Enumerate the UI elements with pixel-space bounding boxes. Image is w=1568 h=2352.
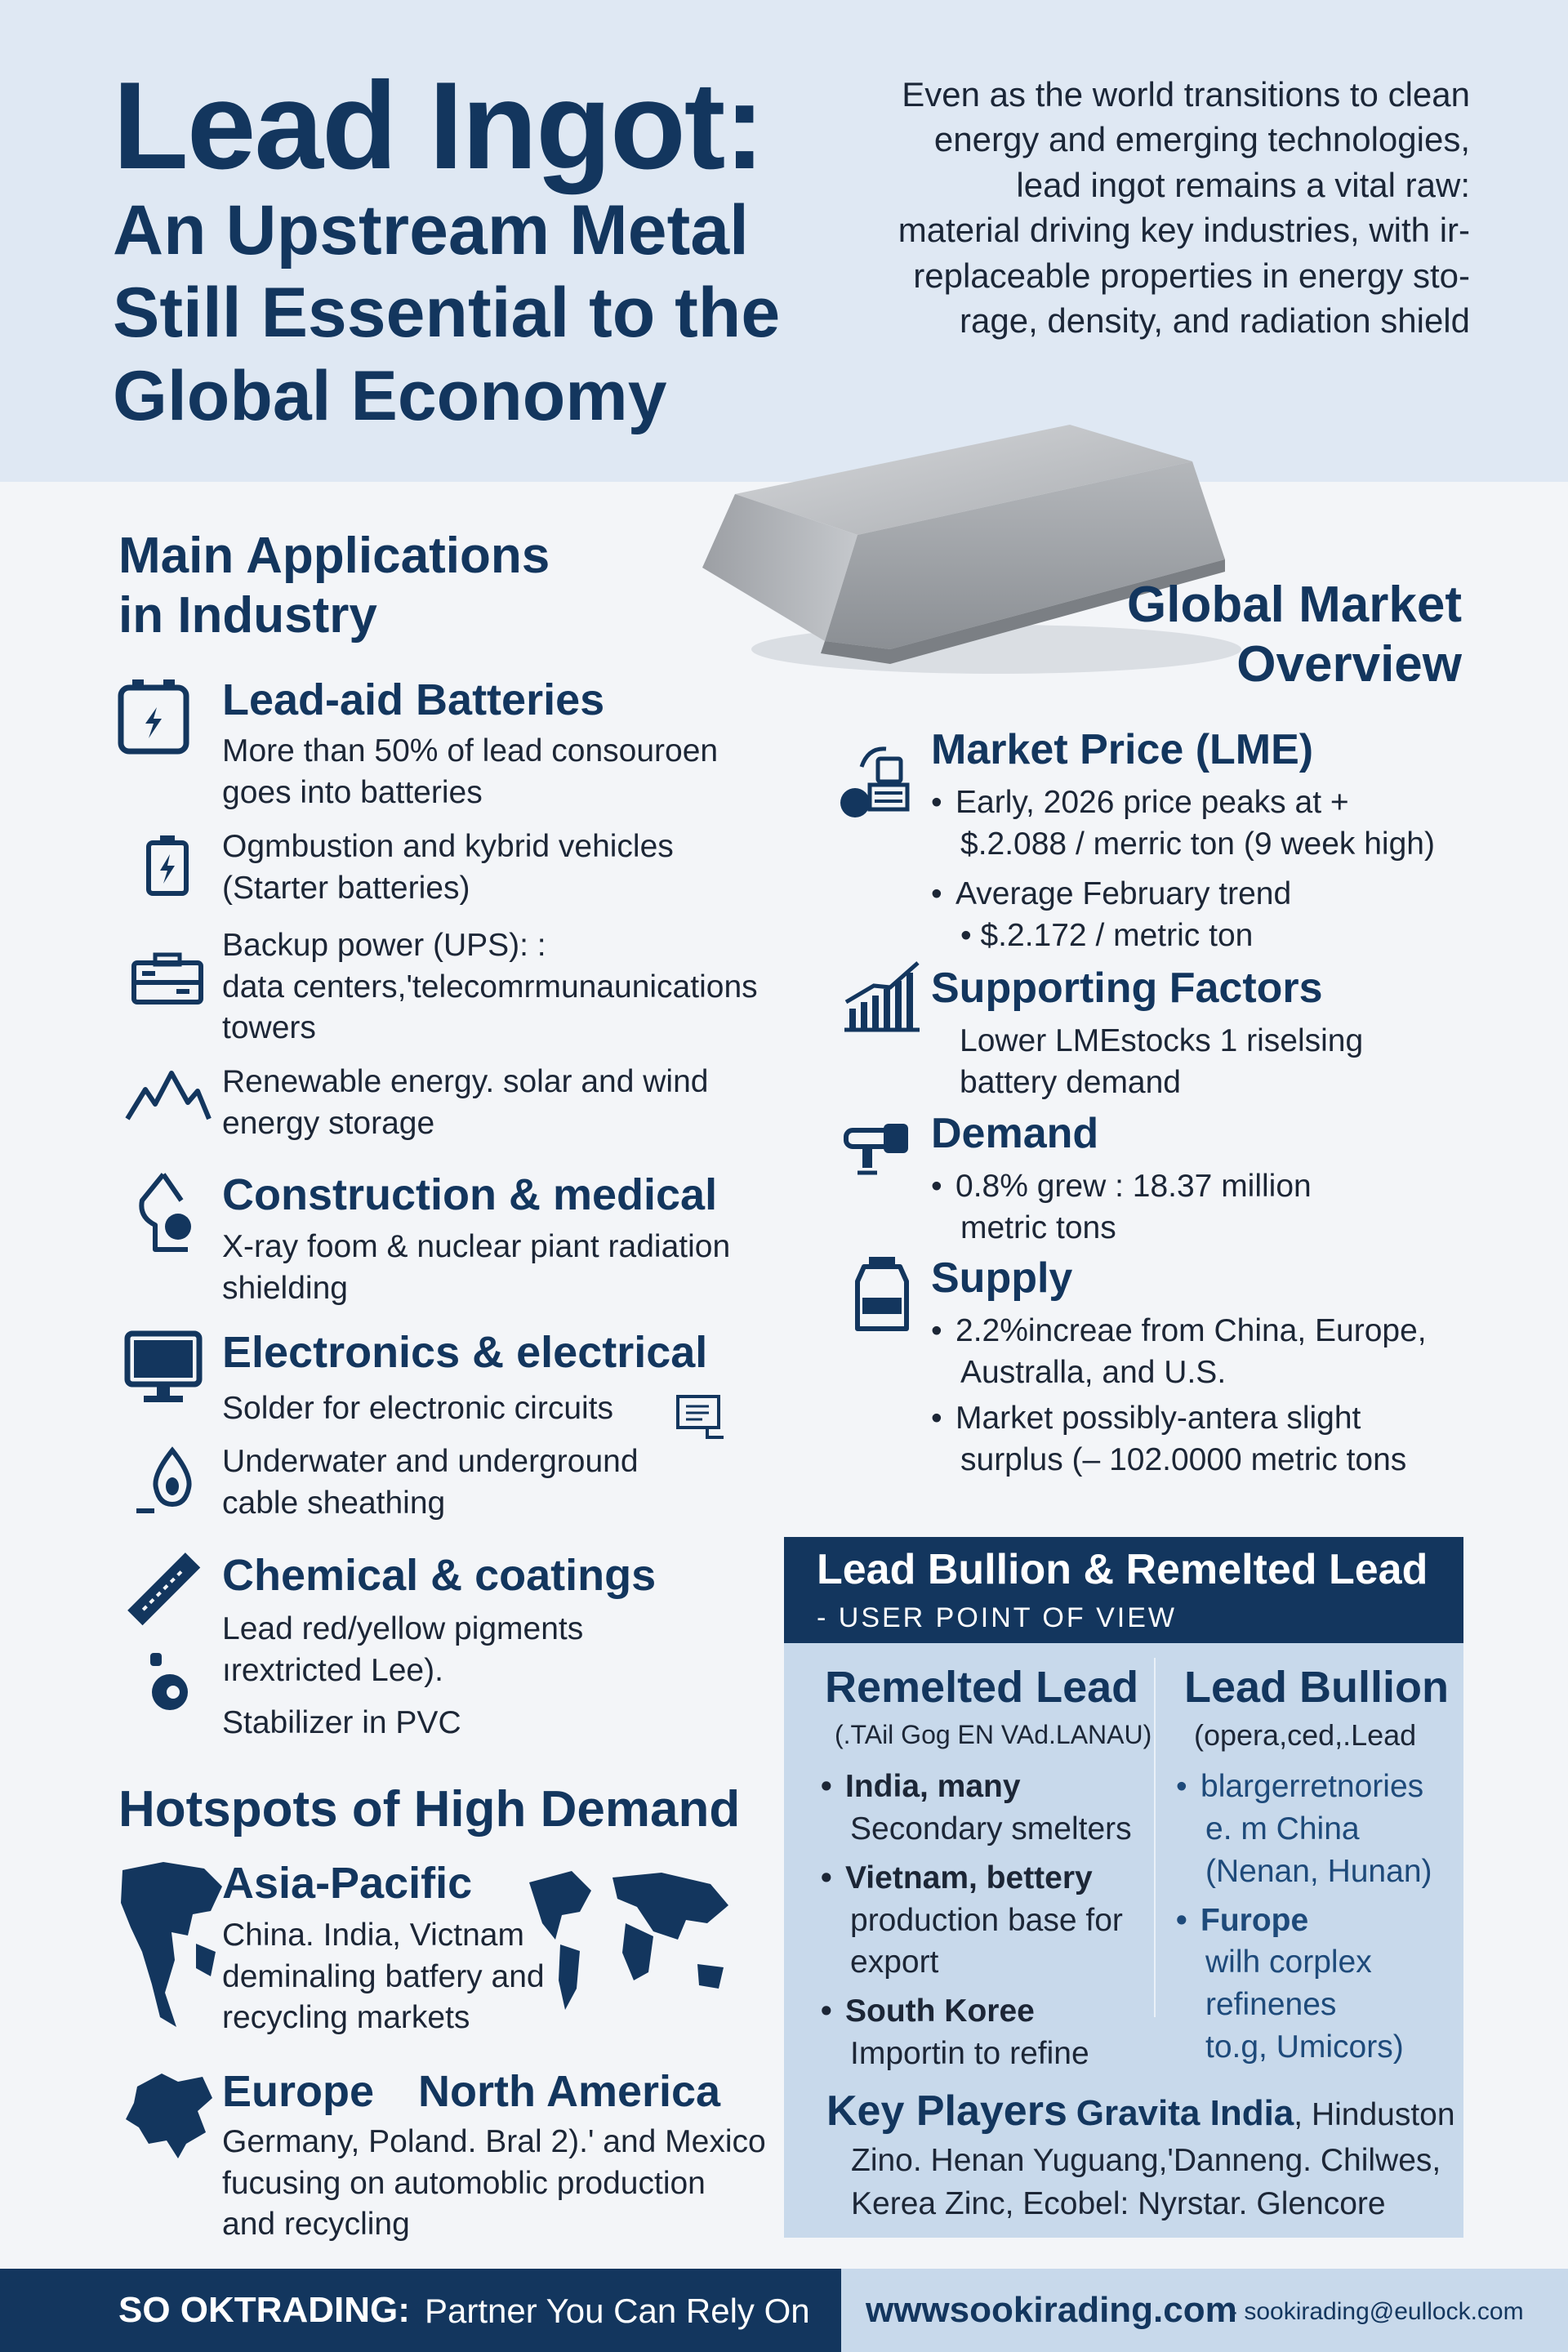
- key-players-rest: , Hinduston: [1294, 2097, 1455, 2132]
- lead-bullion-heading: Lead Bullion: [1184, 1663, 1449, 1712]
- key-players-line: Zino. Henan Yuguang,'Danneng. Chilwes,: [851, 2143, 1441, 2179]
- applications-title: [118, 527, 550, 645]
- remelted-line: • India, many: [821, 1766, 1147, 1808]
- lead-bullion-line: e. m China: [1205, 1811, 1360, 1846]
- ups-line: towers: [222, 1010, 316, 1046]
- pvc-drop-icon: [140, 1650, 198, 1715]
- demand-bullet: [931, 1166, 1312, 1249]
- renewable-line: Renewable energy. solar and wind: [222, 1064, 709, 1099]
- footer-contact-bar: [841, 2269, 1568, 2352]
- key-players-label: Key Players: [826, 2087, 1067, 2135]
- bullion-title: Lead Bullion & Remelted Lead: [817, 1546, 1428, 1593]
- bullion-subtitle: - USER POINT OF VIEW: [817, 1602, 1177, 1633]
- lead-bullion-subtitle: (opera,ced,.Lead: [1194, 1718, 1417, 1752]
- lead-bullion-line: wilh corplex: [1205, 1944, 1372, 1980]
- lead-bullion-line: • blargerretnories: [1176, 1766, 1454, 1808]
- batteries-heading: Lead-aid Batteries: [222, 675, 605, 724]
- batteries-line: More than 50% of lead consouroen: [222, 733, 719, 768]
- monitor-icon: [122, 1327, 204, 1409]
- key-players-line: Kerea Zinc, Ecobel: Nyrstar. Glencore: [851, 2185, 1386, 2221]
- supply-bullet-1: [931, 1311, 1427, 1393]
- asia-text: [222, 1915, 545, 2039]
- footer-tagline: Partner You Can Rely On: [425, 2292, 810, 2330]
- europe-text: [222, 2122, 766, 2246]
- price-line: • $.2.172 / metric ton: [960, 917, 1254, 953]
- battery-icon: [113, 676, 194, 758]
- page-subtitle: [113, 189, 848, 438]
- world-map-icon: [523, 1866, 735, 2013]
- europe-line: Germany, Poland. Bral 2).' and Mexico: [222, 2124, 766, 2159]
- footer-email[interactable]: - sookirading@eullock.com: [1229, 2298, 1524, 2325]
- construction-line: X-ray foom & nuclear piant radiation: [222, 1229, 731, 1264]
- intro-line: replaceable properties in energy sto-: [913, 256, 1470, 295]
- remelted-line: • South Koree: [821, 1990, 1147, 2033]
- vehicles-line: Ogmbustion and kybrid vehicles: [222, 829, 674, 864]
- renewable-text: [222, 1062, 708, 1144]
- remelted-line: Secondary smelters: [850, 1811, 1132, 1846]
- supporting-factors-text: [960, 1021, 1363, 1103]
- intro-line: lead ingot remains a vital raw:: [1016, 165, 1470, 204]
- factors-line: battery demand: [960, 1064, 1182, 1100]
- renewable-line: energy storage: [222, 1105, 435, 1141]
- solder-text: Solder for electronic circuits: [222, 1391, 614, 1426]
- remelted-list: [821, 1766, 1147, 2075]
- radiation-shield-icon: [131, 1168, 204, 1258]
- lead-bullion-line: (Nenan, Hunan): [1205, 1853, 1432, 1889]
- intro-line: material driving key industries, with ir-: [898, 211, 1470, 250]
- cable-line: cable sheathing: [222, 1485, 446, 1521]
- remelted-line: export: [850, 1944, 939, 1980]
- cable-line: Underwater and underground: [222, 1444, 639, 1479]
- price-line: • Average February trend: [931, 874, 1291, 915]
- remelted-line: production base for: [850, 1902, 1123, 1938]
- price-line: $.2.088 / merric ton (9 week high): [960, 826, 1435, 862]
- price-line: • Early, 2026 price peaks at +: [931, 782, 1435, 824]
- supply-line: • 2.2%increae from China, Europe,: [931, 1311, 1427, 1352]
- intro-line: energy and emerging technologies,: [933, 120, 1470, 159]
- applications-title-line: in Industry: [118, 586, 377, 644]
- remelted-line: • Vietnam, bettery: [821, 1857, 1147, 1900]
- panel-divider: [1154, 1658, 1156, 2017]
- remelted-heading: Remelted Lead: [825, 1663, 1139, 1712]
- key-players-first: Gravita India: [1076, 2093, 1294, 2133]
- supply-line: surplus (– 102.0000 metric tons: [960, 1441, 1407, 1477]
- footer-website[interactable]: wwwsookirading.com: [866, 2290, 1237, 2330]
- asia-line: China. India, Victnam: [222, 1918, 524, 1953]
- remelted-line: Importin to refine: [850, 2036, 1089, 2072]
- asia-line: deminaling batfery and: [222, 1958, 545, 1994]
- mountains-icon: [122, 1062, 212, 1127]
- pigments-line: ırextricted Lee).: [222, 1652, 443, 1688]
- north-america-heading: North America: [418, 2067, 721, 2116]
- supply-container-icon: [849, 1254, 915, 1335]
- hotspots-title: Hotspots of High Demand: [118, 1781, 741, 1838]
- lead-bullion-line: refinenes: [1205, 1987, 1337, 2023]
- subtitle-line: Global Economy: [113, 356, 667, 435]
- construction-heading: Construction & medical: [222, 1170, 718, 1219]
- europe-line: fucusing on automoblic production: [222, 2165, 706, 2201]
- lead-bullion-list: [1176, 1766, 1454, 2069]
- price-tag-icon: [837, 739, 919, 821]
- lead-bullion-line: to.g, Umicors): [1205, 2029, 1404, 2065]
- supply-line: • Market possibly-antera slight: [931, 1398, 1406, 1440]
- lead-bullion-line: • Furope: [1176, 1900, 1454, 1942]
- ups-line: Backup power (UPS): :: [222, 928, 546, 963]
- footer-brand-bar: [0, 2269, 841, 2352]
- batteries-line: goes into batteries: [222, 774, 483, 810]
- intro-line: rage, density, and radiation shield: [960, 301, 1470, 341]
- supply-line: Australla, and U.S.: [960, 1354, 1227, 1390]
- construction-text: [222, 1227, 730, 1309]
- pvc-text: Stabilizer in PVC: [222, 1705, 461, 1740]
- vehicles-line: (Starter batteries): [222, 870, 470, 906]
- demand-line: metric tons: [960, 1209, 1116, 1245]
- asia-heading: Asia-Pacific: [222, 1859, 473, 1908]
- market-price-heading: Market Price (LME): [931, 726, 1314, 773]
- europe-line: and recycling: [222, 2207, 410, 2243]
- supporting-factors-heading: Supporting Factors: [931, 964, 1323, 1012]
- market-title-line: Overview: [1236, 635, 1462, 693]
- bullion-panel-header: [784, 1537, 1463, 1643]
- price-bullet-2: [931, 874, 1291, 956]
- footer-brand: SO OKTRADING:: [118, 2290, 410, 2330]
- europe-heading: Europe: [222, 2067, 375, 2116]
- cable-drop-icon: [135, 1446, 200, 1515]
- car-battery-icon: [139, 833, 196, 898]
- asia-line: recycling markets: [222, 2000, 470, 2036]
- server-icon: [131, 951, 204, 1009]
- pipe-demand-icon: [841, 1119, 923, 1184]
- europe-map-icon: [121, 2062, 219, 2160]
- applications-title-line: Main Applications: [118, 528, 550, 584]
- ups-line: data centers,'telecomrmunaunications: [222, 969, 758, 1004]
- supply-bullet-2: [931, 1398, 1406, 1481]
- intro-line: Even as the world transitions to clean: [902, 75, 1470, 114]
- construction-line: shielding: [222, 1270, 348, 1306]
- subtitle-line: An Upstream Metal: [113, 191, 749, 270]
- ups-text: [222, 925, 758, 1049]
- bar-chart-icon: [841, 960, 923, 1033]
- batteries-text: [222, 731, 718, 813]
- price-bullet-1: [931, 782, 1435, 865]
- circuit-board-icon: [675, 1393, 727, 1442]
- subtitle-line: Still Essential to the: [113, 274, 781, 353]
- demand-line: • 0.8% grew : 18.37 million: [931, 1166, 1312, 1208]
- factors-line: Lower LMEstocks 1 riselsing: [960, 1023, 1364, 1058]
- cable-text: [222, 1441, 639, 1524]
- intro-paragraph: [825, 72, 1470, 344]
- market-title-line: Global Market: [1127, 577, 1462, 633]
- market-overview-title: [1045, 576, 1462, 694]
- demand-heading: Demand: [931, 1110, 1099, 1157]
- page-title: Lead Ingot:: [113, 56, 764, 195]
- paint-stripe-icon: [122, 1548, 204, 1629]
- asia-map-icon: [114, 1854, 229, 2034]
- remelted-subtitle: (.TAil Gog EN VAd.LANAU): [835, 1720, 1152, 1749]
- electronics-heading: Electronics & electrical: [222, 1328, 708, 1377]
- vehicles-text: [222, 826, 674, 909]
- supply-heading: Supply: [931, 1254, 1073, 1302]
- pigments-text: [222, 1609, 583, 1691]
- chemical-heading: Chemical & coatings: [222, 1551, 657, 1600]
- key-players: [826, 2082, 1455, 2225]
- pigments-line: Lead red/yellow pigments: [222, 1611, 584, 1646]
